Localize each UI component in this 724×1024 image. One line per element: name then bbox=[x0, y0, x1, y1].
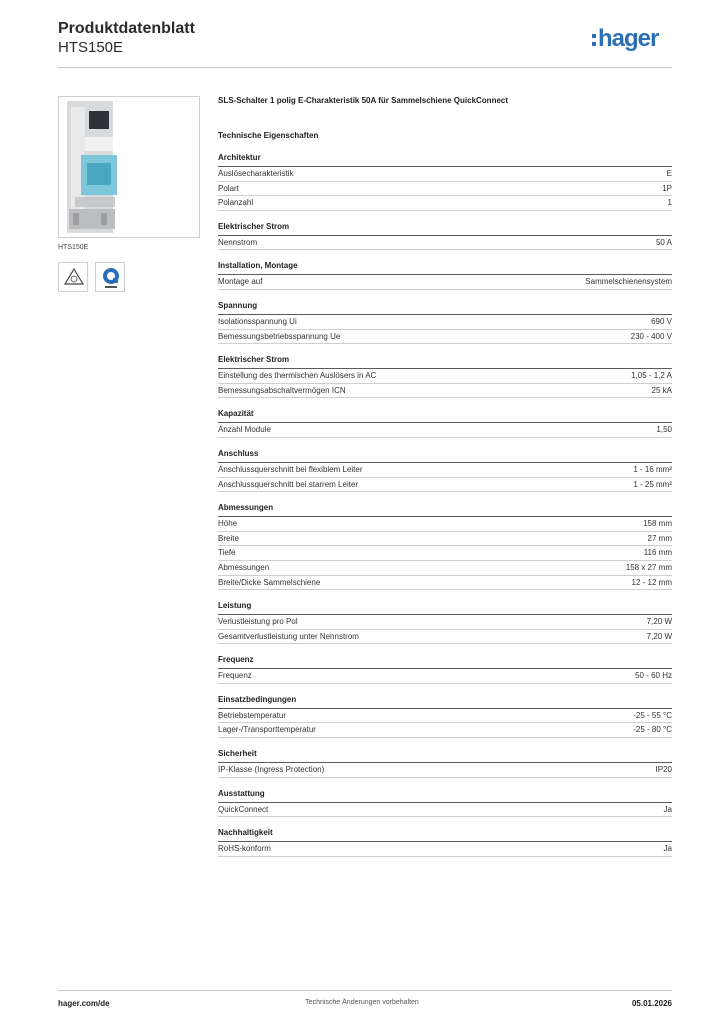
property-label: IP-Klasse (Ingress Protection) bbox=[218, 765, 325, 775]
property-value: 158 x 27 mm bbox=[625, 562, 672, 572]
property-row bbox=[218, 478, 672, 493]
property-row bbox=[218, 384, 672, 399]
property-value: 230 - 400 V bbox=[630, 331, 672, 341]
property-label: Frequenz bbox=[218, 671, 252, 681]
section-title: Elektrischer Strom bbox=[218, 354, 672, 369]
property-row bbox=[218, 196, 672, 211]
property-value: 7,20 W bbox=[646, 631, 672, 641]
property-value: Sammelschienensystem bbox=[585, 277, 672, 287]
property-section bbox=[218, 152, 672, 211]
footer-date: 05.01.2026 bbox=[631, 999, 672, 1008]
property-value: 12 - 12 mm bbox=[631, 577, 672, 587]
property-row bbox=[218, 532, 672, 547]
property-label: Auslösecharakteristik bbox=[218, 169, 294, 178]
property-label: Polart bbox=[218, 183, 239, 193]
property-row bbox=[218, 630, 672, 645]
section-title: Frequenz bbox=[218, 654, 672, 669]
property-row bbox=[218, 182, 672, 197]
property-section bbox=[218, 502, 672, 590]
logo-text: hager bbox=[598, 25, 659, 52]
property-label: Höhe bbox=[218, 519, 238, 529]
property-label: Bemessungsabschaltvermögen ICN bbox=[218, 385, 346, 395]
property-label: Einstellung des thermischen Auslösers in AC bbox=[218, 371, 377, 381]
property-section bbox=[218, 260, 672, 290]
property-section bbox=[218, 408, 672, 438]
property-row bbox=[218, 763, 672, 778]
header-divider bbox=[58, 67, 672, 68]
section-title: Sicherheit bbox=[218, 748, 672, 763]
footer-website: hager.com/de bbox=[58, 999, 110, 1008]
hager-logo bbox=[592, 25, 658, 53]
property-value: Ja bbox=[663, 844, 672, 854]
tech-properties-heading: Technische Eigenschaften bbox=[218, 131, 319, 140]
product-image bbox=[58, 96, 200, 238]
property-value: 116 mm bbox=[643, 548, 672, 558]
property-row bbox=[218, 561, 672, 576]
section-title: Abmessungen bbox=[218, 502, 672, 517]
property-section bbox=[218, 654, 672, 684]
property-section bbox=[218, 748, 672, 778]
section-title: Leistung bbox=[218, 600, 672, 615]
property-label: QuickConnect bbox=[218, 804, 269, 814]
property-section bbox=[218, 300, 672, 344]
property-section bbox=[218, 788, 672, 818]
property-row bbox=[218, 546, 672, 561]
property-label: Betriebstemperatur bbox=[218, 710, 287, 720]
property-row bbox=[218, 723, 672, 738]
property-value: -25 - 80 °C bbox=[633, 725, 672, 735]
property-row bbox=[218, 167, 672, 182]
property-section bbox=[218, 354, 672, 398]
property-label: Tiefe bbox=[218, 548, 236, 558]
product-image-caption: HTS150E bbox=[58, 244, 89, 251]
property-value: IP20 bbox=[655, 765, 672, 775]
property-row bbox=[218, 517, 672, 532]
property-value: 158 mm bbox=[643, 519, 672, 529]
property-label: Polanzahl bbox=[218, 198, 254, 208]
property-row bbox=[218, 315, 672, 330]
property-row bbox=[218, 423, 672, 438]
section-title: Kapazität bbox=[218, 408, 672, 423]
section-title: Architektur bbox=[218, 152, 672, 167]
property-row bbox=[218, 615, 672, 630]
property-value: 25 kA bbox=[651, 385, 672, 395]
property-value: 27 mm bbox=[647, 533, 672, 543]
section-title: Nachhaltigkeit bbox=[218, 827, 672, 842]
property-row bbox=[218, 236, 672, 251]
section-title: Einsatzbedingungen bbox=[218, 694, 672, 709]
property-label: Nennstrom bbox=[218, 237, 258, 247]
property-value: 1,05 - 1,2 A bbox=[631, 371, 672, 381]
property-section bbox=[218, 600, 672, 644]
property-section bbox=[218, 694, 672, 738]
property-label: Abmessungen bbox=[218, 562, 270, 572]
property-row bbox=[218, 275, 672, 290]
property-label: Anzahl Module bbox=[218, 425, 271, 435]
property-row bbox=[218, 463, 672, 478]
property-row bbox=[218, 669, 672, 684]
section-title: Spannung bbox=[218, 300, 672, 315]
section-title: Anschluss bbox=[218, 448, 672, 463]
property-label: Gesamtverlustleistung unter Nennstrom bbox=[218, 631, 359, 641]
section-title: Ausstattung bbox=[218, 788, 672, 803]
section-title: Installation, Montage bbox=[218, 260, 672, 275]
section-title: Elektrischer Strom bbox=[218, 221, 672, 236]
property-value: 1 - 16 mm² bbox=[633, 464, 672, 474]
property-value: Ja bbox=[663, 804, 672, 814]
footer-disclaimer: Technische Änderungen vorbehalten bbox=[305, 999, 419, 1006]
property-label: Lager-/Transporttemperatur bbox=[218, 725, 316, 735]
property-section bbox=[218, 221, 672, 251]
property-value: E bbox=[666, 169, 672, 178]
quality-cert-icon bbox=[95, 262, 125, 292]
property-row bbox=[218, 803, 672, 818]
property-row bbox=[218, 576, 672, 591]
logo-dots-icon bbox=[592, 34, 596, 46]
property-label: Anschlussquerschnitt bei flexiblem Leiter bbox=[218, 464, 363, 474]
property-label: Montage auf bbox=[218, 277, 263, 287]
property-section bbox=[218, 448, 672, 492]
property-value: 7,20 W bbox=[646, 617, 672, 627]
property-value: 1 - 25 mm² bbox=[633, 479, 672, 489]
property-label: Breite/Dicke Sammelschiene bbox=[218, 577, 321, 587]
property-value: 50 - 60 Hz bbox=[635, 671, 672, 681]
property-label: Anschlussquerschnitt bei starrem Leiter bbox=[218, 479, 359, 489]
property-value: 1,50 bbox=[656, 425, 672, 435]
property-value: 1 bbox=[667, 198, 672, 208]
vde-cert-icon bbox=[58, 262, 88, 292]
page-title: Produktdatenblatt bbox=[58, 20, 195, 37]
property-label: Breite bbox=[218, 533, 239, 543]
property-row bbox=[218, 369, 672, 384]
property-section bbox=[218, 827, 672, 857]
property-value: 1P bbox=[662, 183, 672, 193]
product-code: HTS150E bbox=[58, 39, 124, 56]
property-value: -25 - 55 °C bbox=[633, 710, 672, 720]
product-heading: SLS-Schalter 1 polig E-Charakteristik 50A für Sammelschiene QuickConnect bbox=[218, 96, 509, 105]
property-label: Isolationsspannung Ui bbox=[218, 316, 297, 326]
footer-divider bbox=[58, 990, 672, 991]
property-row bbox=[218, 709, 672, 724]
property-row bbox=[218, 330, 672, 345]
property-row bbox=[218, 842, 672, 857]
properties-list bbox=[218, 152, 672, 867]
property-label: Bemessungsbetriebsspannung Ue bbox=[218, 331, 341, 341]
property-label: RoHS-konform bbox=[218, 844, 271, 854]
property-value: 50 A bbox=[655, 237, 672, 247]
property-value: 690 V bbox=[651, 316, 672, 326]
property-label: Verlustleistung pro Pol bbox=[218, 617, 298, 627]
